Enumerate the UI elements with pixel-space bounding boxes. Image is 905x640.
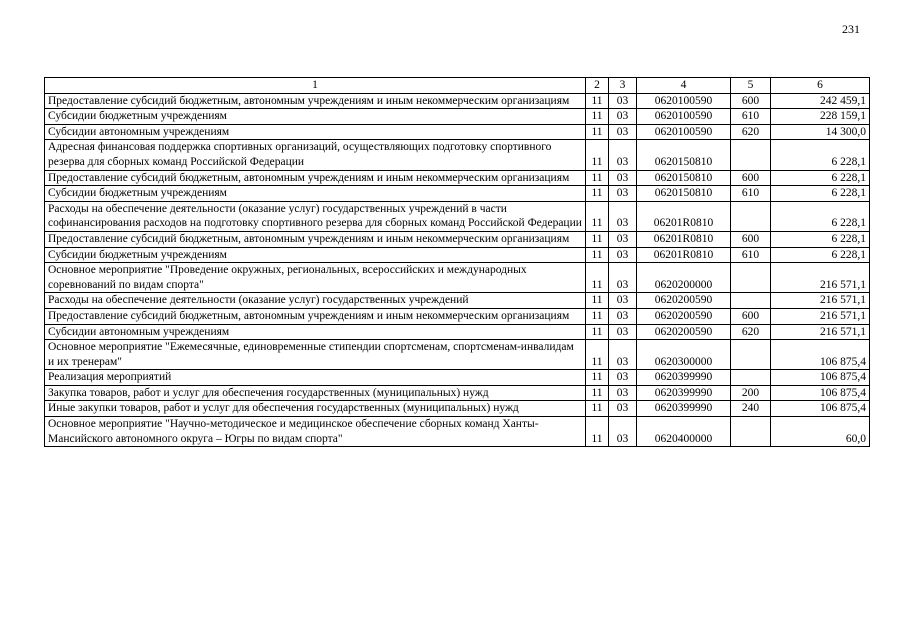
row-amount-cell: 6 228,1 xyxy=(771,231,870,247)
row-amount-cell: 60,0 xyxy=(771,417,870,447)
row-name-cell: Адресная финансовая поддержка спортивных организаций, осуществляющих подготовку спортивного резерва для сборных команд Российской Федерации xyxy=(45,140,586,170)
row-name-cell: Иные закупки товаров, работ и услуг для обеспечения государственных (муниципальных) нужд xyxy=(45,401,586,417)
row-target-code-cell: 0620150810 xyxy=(637,186,731,202)
row-section-cell: 11 xyxy=(586,370,609,386)
row-subsection-cell: 03 xyxy=(609,324,637,340)
header-cell: 2 xyxy=(586,78,609,94)
row-name-cell: Основное мероприятие "Ежемесячные, единовременные стипендии спортсменам, спортсменам-инвалидам и их тренерам" xyxy=(45,340,586,370)
row-name-cell: Предоставление субсидий бюджетным, автономным учреждениям и иным некоммерческим организациям xyxy=(45,308,586,324)
row-target-code-cell: 0620399990 xyxy=(637,385,731,401)
row-expense-type-cell xyxy=(731,201,771,231)
table-row xyxy=(45,93,870,109)
row-target-code-cell: 0620200590 xyxy=(637,308,731,324)
table-header-row xyxy=(45,78,870,94)
row-name-cell: Субсидии бюджетным учреждениям xyxy=(45,109,586,125)
row-expense-type-cell xyxy=(731,293,771,309)
table-row xyxy=(45,201,870,231)
row-target-code-cell: 0620399990 xyxy=(637,370,731,386)
row-name-cell: Предоставление субсидий бюджетным, автономным учреждениям и иным некоммерческим организациям xyxy=(45,170,586,186)
table-row xyxy=(45,247,870,263)
table-row xyxy=(45,186,870,202)
row-amount-cell: 6 228,1 xyxy=(771,170,870,186)
row-subsection-cell: 03 xyxy=(609,401,637,417)
row-section-cell: 11 xyxy=(586,263,609,293)
row-name-cell: Закупка товаров, работ и услуг для обеспечения государственных (муниципальных) нужд xyxy=(45,385,586,401)
row-name-cell: Субсидии бюджетным учреждениям xyxy=(45,186,586,202)
row-section-cell: 11 xyxy=(586,324,609,340)
row-section-cell: 11 xyxy=(586,247,609,263)
row-section-cell: 11 xyxy=(586,140,609,170)
row-subsection-cell: 03 xyxy=(609,201,637,231)
row-amount-cell: 228 159,1 xyxy=(771,109,870,125)
row-subsection-cell: 03 xyxy=(609,417,637,447)
header-cell: 3 xyxy=(609,78,637,94)
row-amount-cell: 6 228,1 xyxy=(771,247,870,263)
row-expense-type-cell: 600 xyxy=(731,231,771,247)
row-target-code-cell: 0620300000 xyxy=(637,340,731,370)
table-row xyxy=(45,324,870,340)
row-expense-type-cell xyxy=(731,263,771,293)
row-name-cell: Реализация мероприятий xyxy=(45,370,586,386)
row-subsection-cell: 03 xyxy=(609,340,637,370)
row-expense-type-cell xyxy=(731,370,771,386)
row-section-cell: 11 xyxy=(586,401,609,417)
row-amount-cell: 216 571,1 xyxy=(771,263,870,293)
row-amount-cell: 6 228,1 xyxy=(771,140,870,170)
row-target-code-cell: 0620399990 xyxy=(637,401,731,417)
row-expense-type-cell xyxy=(731,417,771,447)
row-expense-type-cell: 610 xyxy=(731,247,771,263)
table-row xyxy=(45,263,870,293)
row-section-cell: 11 xyxy=(586,308,609,324)
row-amount-cell: 14 300,0 xyxy=(771,124,870,140)
row-subsection-cell: 03 xyxy=(609,247,637,263)
row-target-code-cell: 06201R0810 xyxy=(637,201,731,231)
header-cell: 6 xyxy=(771,78,870,94)
row-amount-cell: 242 459,1 xyxy=(771,93,870,109)
row-target-code-cell: 0620200590 xyxy=(637,324,731,340)
table-row xyxy=(45,370,870,386)
row-section-cell: 11 xyxy=(586,385,609,401)
row-section-cell: 11 xyxy=(586,93,609,109)
row-expense-type-cell: 200 xyxy=(731,385,771,401)
row-amount-cell: 106 875,4 xyxy=(771,401,870,417)
row-target-code-cell: 0620150810 xyxy=(637,140,731,170)
row-target-code-cell: 0620400000 xyxy=(637,417,731,447)
row-amount-cell: 106 875,4 xyxy=(771,370,870,386)
row-target-code-cell: 0620100590 xyxy=(637,124,731,140)
row-subsection-cell: 03 xyxy=(609,370,637,386)
row-name-cell: Основное мероприятие "Научно-методическое и медицинское обеспечение сборных команд Ханты-Мансийского автономного округа – Югры по видам спорта" xyxy=(45,417,586,447)
budget-table xyxy=(44,77,870,447)
page-number: 231 xyxy=(842,22,860,36)
row-section-cell: 11 xyxy=(586,201,609,231)
row-amount-cell: 106 875,4 xyxy=(771,340,870,370)
row-subsection-cell: 03 xyxy=(609,385,637,401)
row-amount-cell: 216 571,1 xyxy=(771,293,870,309)
header-cell: 5 xyxy=(731,78,771,94)
row-target-code-cell: 06201R0810 xyxy=(637,247,731,263)
row-expense-type-cell: 600 xyxy=(731,93,771,109)
row-subsection-cell: 03 xyxy=(609,231,637,247)
row-name-cell: Субсидии автономным учреждениям xyxy=(45,324,586,340)
row-amount-cell: 216 571,1 xyxy=(771,324,870,340)
table-row xyxy=(45,385,870,401)
row-subsection-cell: 03 xyxy=(609,263,637,293)
row-name-cell: Расходы на обеспечение деятельности (оказание услуг) государственных учреждений xyxy=(45,293,586,309)
row-section-cell: 11 xyxy=(586,109,609,125)
row-expense-type-cell xyxy=(731,340,771,370)
row-name-cell: Субсидии автономным учреждениям xyxy=(45,124,586,140)
row-subsection-cell: 03 xyxy=(609,109,637,125)
row-expense-type-cell: 610 xyxy=(731,186,771,202)
row-expense-type-cell: 600 xyxy=(731,308,771,324)
row-expense-type-cell: 620 xyxy=(731,324,771,340)
table-row xyxy=(45,417,870,447)
row-name-cell: Расходы на обеспечение деятельности (оказание услуг) государственных учреждений в части софинансирования расходов на подготовку спортивного резерва для сборных команд Российской Федерации xyxy=(45,201,586,231)
row-expense-type-cell: 240 xyxy=(731,401,771,417)
row-target-code-cell: 0620100590 xyxy=(637,109,731,125)
row-name-cell: Предоставление субсидий бюджетным, автономным учреждениям и иным некоммерческим организациям xyxy=(45,93,586,109)
row-subsection-cell: 03 xyxy=(609,186,637,202)
row-target-code-cell: 06201R0810 xyxy=(637,231,731,247)
table-row xyxy=(45,293,870,309)
table-row xyxy=(45,124,870,140)
row-expense-type-cell xyxy=(731,140,771,170)
table-row xyxy=(45,109,870,125)
row-name-cell: Предоставление субсидий бюджетным, автономным учреждениям и иным некоммерческим организациям xyxy=(45,231,586,247)
row-amount-cell: 6 228,1 xyxy=(771,186,870,202)
row-section-cell: 11 xyxy=(586,231,609,247)
row-subsection-cell: 03 xyxy=(609,170,637,186)
table-row xyxy=(45,401,870,417)
row-section-cell: 11 xyxy=(586,170,609,186)
header-cell: 1 xyxy=(45,78,586,94)
header-cell: 4 xyxy=(637,78,731,94)
table-row xyxy=(45,231,870,247)
table-row xyxy=(45,308,870,324)
row-expense-type-cell: 600 xyxy=(731,170,771,186)
row-target-code-cell: 0620200000 xyxy=(637,263,731,293)
row-name-cell: Субсидии бюджетным учреждениям xyxy=(45,247,586,263)
row-name-cell: Основное мероприятие "Проведение окружных, региональных, всероссийских и международных соревнований по видам спорта" xyxy=(45,263,586,293)
row-expense-type-cell: 610 xyxy=(731,109,771,125)
row-amount-cell: 6 228,1 xyxy=(771,201,870,231)
row-section-cell: 11 xyxy=(586,340,609,370)
row-subsection-cell: 03 xyxy=(609,293,637,309)
table-row xyxy=(45,140,870,170)
row-amount-cell: 106 875,4 xyxy=(771,385,870,401)
row-subsection-cell: 03 xyxy=(609,140,637,170)
table-row xyxy=(45,170,870,186)
row-amount-cell: 216 571,1 xyxy=(771,308,870,324)
row-section-cell: 11 xyxy=(586,186,609,202)
row-section-cell: 11 xyxy=(586,417,609,447)
table-row xyxy=(45,340,870,370)
row-subsection-cell: 03 xyxy=(609,308,637,324)
row-section-cell: 11 xyxy=(586,124,609,140)
row-target-code-cell: 0620150810 xyxy=(637,170,731,186)
row-section-cell: 11 xyxy=(586,293,609,309)
row-target-code-cell: 0620200590 xyxy=(637,293,731,309)
row-subsection-cell: 03 xyxy=(609,93,637,109)
row-subsection-cell: 03 xyxy=(609,124,637,140)
row-expense-type-cell: 620 xyxy=(731,124,771,140)
row-target-code-cell: 0620100590 xyxy=(637,93,731,109)
